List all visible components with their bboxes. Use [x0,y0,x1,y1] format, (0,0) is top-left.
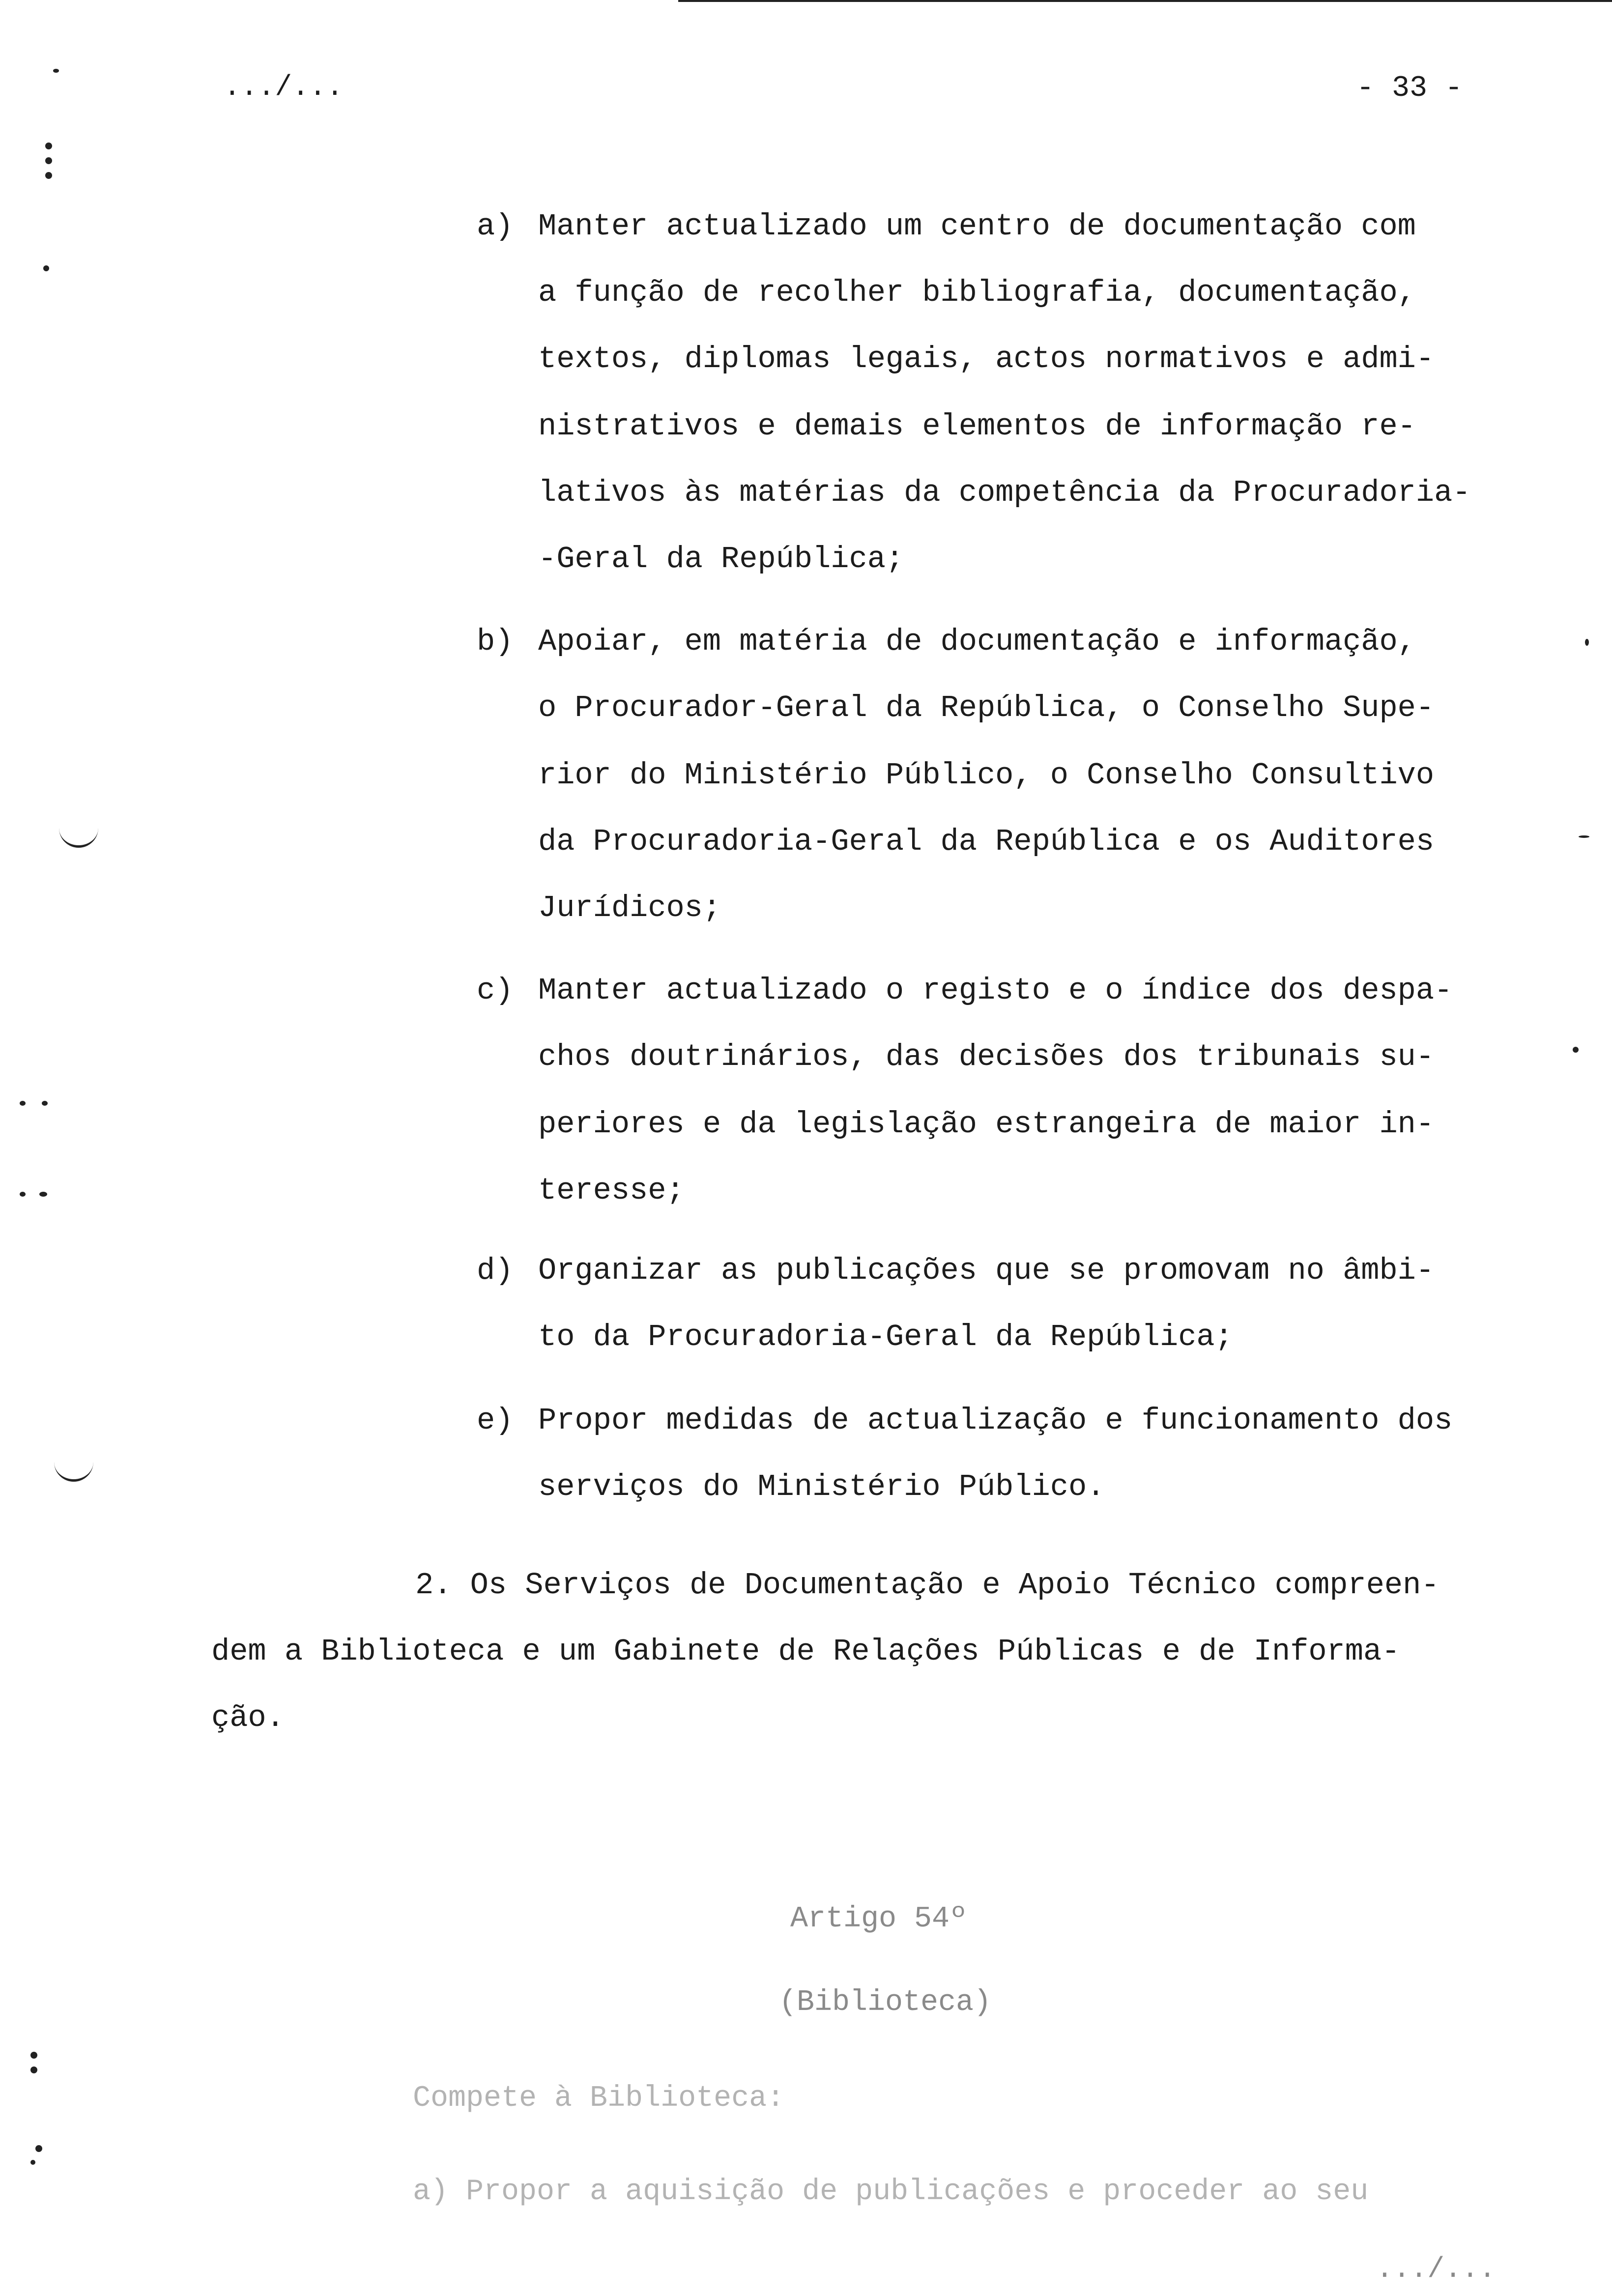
item-c-line-4: teresse; [538,1173,685,1208]
scan-speck [30,2160,35,2165]
item-d-line-1: Organizar as publicações que se promovam no âmbi- [538,1253,1435,1288]
article-title: Artigo 54º [790,1902,968,1936]
binding-hole-mark [45,172,52,179]
scan-speck [39,1192,47,1197]
paragraph-2-line-1: 2. Os Serviços de Documentação e Apoio Técnico compreen- [415,1568,1439,1603]
article-subtitle: (Biblioteca) [779,1986,992,2019]
item-c-line-1: Manter actualizado o registo e o índice dos despa- [538,973,1453,1008]
item-a-line-6: -Geral da República; [538,542,904,576]
item-b-line-5: Jurídicos; [538,890,721,925]
item-b-line-4: da Procuradoria-Geral da República e os Auditores [538,824,1435,859]
item-d-line-2: to da Procuradoria-Geral da República; [538,1320,1233,1354]
top-scan-edge-line [678,0,1612,2]
scan-speck [42,1101,48,1106]
binding-hole-mark [35,2145,42,2152]
item-b-line-3: rior do Ministério Público, o Conselho Consultivo [538,758,1435,793]
item-a-line-3: textos, diplomas legais, actos normativos e admi- [538,342,1435,376]
continuation-mark-bottom: .../... [1376,2254,1496,2286]
article-intro: Compete à Biblioteca: [413,2082,785,2115]
item-c-letter: c) [477,973,514,1008]
paragraph-2-line-3: ção. [211,1700,285,1735]
scan-speck [20,1192,26,1197]
binding-hole-mark [45,157,52,164]
scan-speck [53,69,59,73]
continuation-mark-top: .../... [224,72,344,104]
item-e-line-2: serviços do Ministério Público. [538,1469,1105,1504]
item-d-letter: d) [477,1253,514,1288]
item-b-line-2: o Procurador-Geral da República, o Conselho Supe- [538,690,1435,725]
item-e-letter: e) [477,1403,514,1438]
scan-speck [1573,1047,1579,1053]
paragraph-2-line-2: dem a Biblioteca e um Gabinete de Relações Públicas e de Informa- [211,1634,1400,1669]
margin-arc-mark [54,1460,93,1482]
item-b-line-1: Apoiar, em matéria de documentação e informação, [538,624,1416,659]
item-a-line-1: Manter actualizado um centro de documentação com [538,209,1416,244]
item-c-line-2: chos doutrinários, das decisões dos tribunais su- [538,1039,1435,1074]
binding-hole-mark [30,2052,37,2059]
item-c-line-3: periores e da legislação estrangeira de maior in- [538,1107,1435,1142]
item-e-line-1: Propor medidas de actualização e funcionamento dos [538,1403,1453,1438]
article-item-a: a) Propor a aquisição de publicações e proceder ao seu [413,2175,1369,2209]
scan-speck [20,1101,26,1106]
binding-hole-mark [30,2066,37,2073]
item-a-line-4: nistrativos e demais elementos de informação re- [538,409,1416,444]
item-a-letter: a) [477,209,514,244]
binding-hole-mark [45,143,52,149]
item-a-line-2: a função de recolher bibliografia, documentação, [538,275,1416,310]
scan-speck [1579,835,1589,838]
scan-speck [1585,639,1589,646]
page-number: - 33 - [1356,72,1463,105]
item-b-letter: b) [477,624,514,659]
item-a-line-5: lativos às matérias da competência da Procuradoria- [538,475,1471,510]
scan-speck [43,265,49,271]
margin-arc-mark [59,826,98,848]
